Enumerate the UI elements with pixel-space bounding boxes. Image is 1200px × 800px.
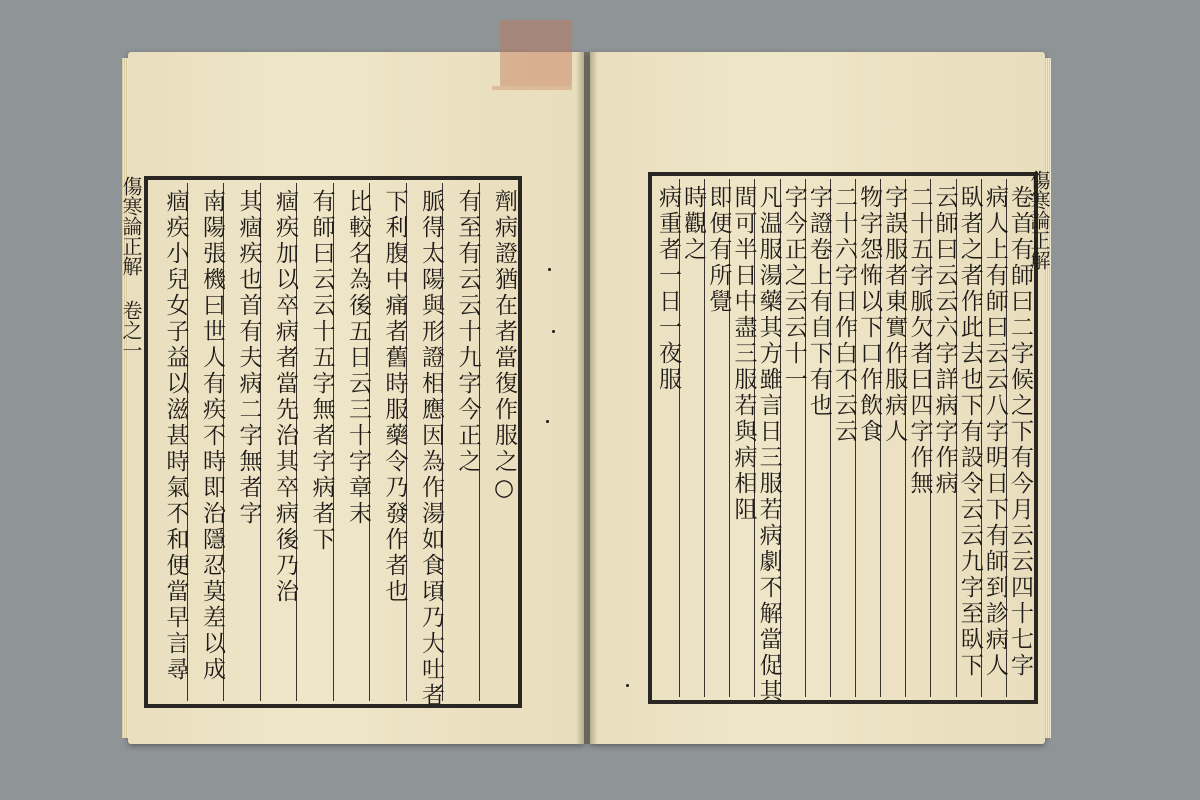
right-columns bbox=[655, 179, 1033, 705]
right-text-column: 字證卷上有自下有也 bbox=[805, 179, 830, 697]
right-text-frame bbox=[648, 172, 1038, 704]
book-gutter bbox=[576, 52, 598, 744]
ink-speck bbox=[546, 420, 549, 423]
right-text-column: 二十五字脈欠者曰四字作無 bbox=[905, 179, 930, 697]
right-page bbox=[590, 52, 1051, 744]
left-text-column: 南陽張機曰世人有疾不時即治隱忍莫差以成 bbox=[187, 183, 224, 701]
left-columns bbox=[151, 183, 517, 709]
right-text-column: 病重者一日一夜服 bbox=[655, 185, 682, 393]
left-text-column: 有師曰云云十五字無者字病者下 bbox=[296, 183, 333, 701]
right-text-column: 卷首有師曰二字候之下有今月云云四十七字 bbox=[1006, 179, 1031, 697]
library-stamp bbox=[500, 20, 572, 86]
right-text-column: 物字怨怖以下口作飲食 bbox=[855, 179, 880, 697]
right-text-column: 字今正之云云十一 bbox=[780, 179, 805, 697]
open-book bbox=[120, 52, 1050, 752]
left-text-column: 比較名為後五日云三十字章末 bbox=[333, 183, 370, 701]
left-text-column: 脈得太陽與形證相應因為作湯如食頃乃大吐者 bbox=[406, 183, 443, 701]
left-text-column: 痼疾小兒女子益以滋甚時氣不和便當早言尋 bbox=[162, 189, 189, 683]
right-text-column: 病人上有師曰云云八字明日下有師到診病人 bbox=[981, 179, 1006, 697]
ink-speck bbox=[626, 684, 629, 687]
left-text-column: 其痼疾也首有夫病二字無者字 bbox=[223, 183, 260, 701]
right-text-column: 即便有所覺 bbox=[704, 179, 729, 697]
left-text-column: 下利腹中痛者舊時服藥令乃發作者也 bbox=[369, 183, 406, 701]
library-stamp-underline bbox=[492, 86, 572, 90]
left-text-frame bbox=[144, 176, 522, 708]
left-page bbox=[119, 52, 584, 744]
left-text-column: 痼疾加以卒病者當先治其卒病後乃治 bbox=[260, 183, 297, 701]
right-text-column: 凡温服湯藥其方雖言日三服若病劇不解當促其 bbox=[754, 179, 779, 697]
right-text-column: 字誤服者東實作服病人 bbox=[880, 179, 905, 697]
right-text-column: 云師曰云云六字詳病字作病 bbox=[930, 179, 955, 697]
left-margin-title: 傷寒論正解 卷之一 bbox=[119, 176, 143, 360]
left-text-column: 有至有云云十九字今正之 bbox=[442, 183, 479, 701]
right-text-column: 間可半日中盡三服若與病相阻 bbox=[729, 179, 754, 697]
ink-speck bbox=[548, 268, 551, 271]
left-text-column: 劑病證猶在者當復作服之○ bbox=[479, 183, 516, 701]
right-text-column: 時觀之 bbox=[679, 179, 704, 697]
ink-speck bbox=[552, 330, 555, 333]
right-text-column: 臥者之者作此去也下有設令云云九字至臥下 bbox=[956, 179, 981, 697]
right-margin-title: 傷寒論正解 bbox=[1027, 170, 1051, 270]
right-text-column: 二十六字日作白不云云 bbox=[830, 179, 855, 697]
